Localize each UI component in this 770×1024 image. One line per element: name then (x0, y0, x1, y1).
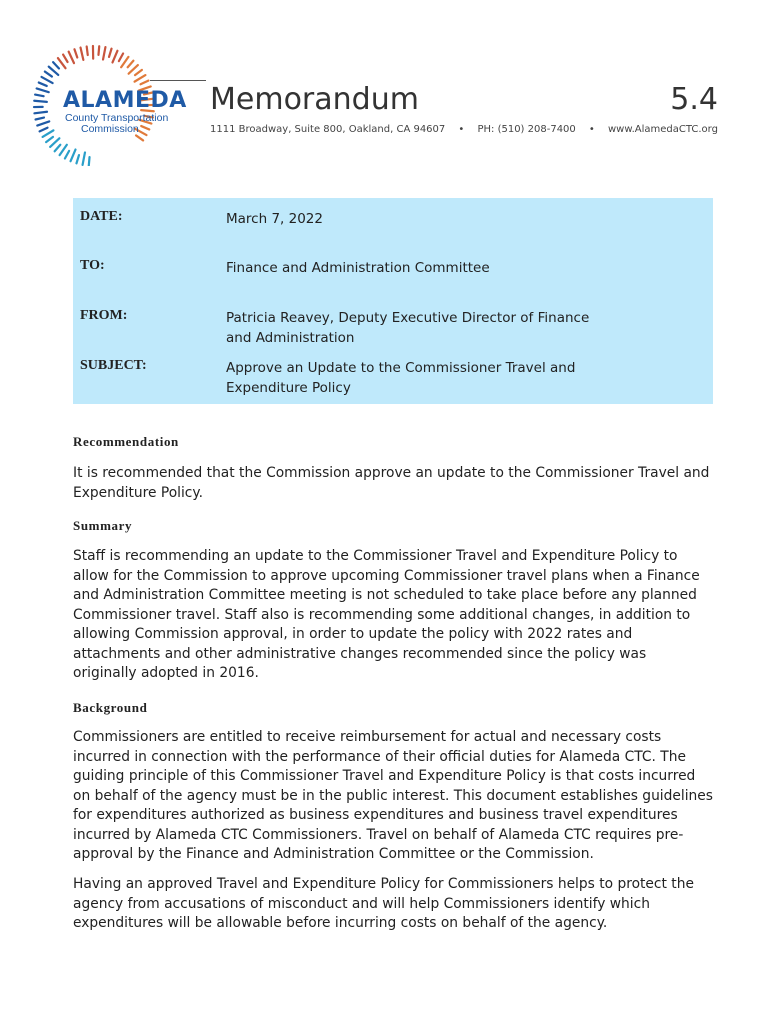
logo-ray (89, 157, 90, 166)
logo-ray (60, 145, 67, 155)
logo-ray (136, 135, 143, 140)
separator-dot: • (588, 124, 595, 135)
logo-subtitle-line1: County Transportation (65, 112, 169, 124)
memo-header-box (73, 198, 713, 404)
logo-ray (69, 52, 74, 63)
recommendation-heading: Recommendation (73, 434, 179, 449)
logo-ray (43, 130, 54, 137)
logo-ray (83, 152, 85, 164)
logo-ray (50, 138, 59, 147)
logo-ray (36, 118, 44, 120)
logo-subtitle-line2: Commission (81, 123, 139, 135)
memo-title: Memorandum (210, 82, 419, 117)
logo-ray (40, 128, 48, 132)
logo-name: ALAMEDA (63, 88, 187, 113)
logo-ray (65, 151, 69, 159)
logo-ray (141, 81, 149, 85)
from-label: FROM: (80, 308, 128, 323)
summary-section (73, 518, 713, 534)
logo-ray (46, 137, 53, 142)
summary-text: Staff is recommending an update to the Commissioner Travel and Expenditure Policy to allow for the Commission to approve upcoming Commissioner travel plans when a Finance and Administration Committee meeting is not scheduled to take place before any planned Commissioner travel. Staff also is recommending some additional changes, in addition to allowing Commission approval, in order to update the policy with 2022 rates and attachments and other administrative changes recommended since the policy was originally adopted in 2016. (73, 548, 700, 681)
logo-ray (109, 49, 112, 57)
website: www.AlamedaCTC.org (607, 124, 718, 135)
background-heading: Background (73, 700, 148, 715)
logo-ray (112, 51, 117, 63)
date-value: March 7, 2022 (226, 211, 323, 227)
logo-ray (34, 101, 47, 102)
logo-ray (121, 57, 128, 67)
logo-ray (71, 150, 76, 162)
recommendation-section (73, 434, 713, 450)
logo-ray (37, 121, 49, 125)
contact-line (210, 124, 718, 135)
logo-ray (49, 67, 59, 75)
background-text-1: Commissioners are entitled to receive reimbursement for actual and necessary costs incurred in connection with the performance of their official duties for Alameda CTC. The guiding principle of this Commissioner Travel and Expenditure Policy is that costs incurred on behalf of the agency must be in the public interest. This document establishes guidelines for expenditures authorized as business expenditures and business travel expenditures incurred by Alameda CTC Commissioners. Travel on behalf of Alameda CTC requires pre-approval by the Finance and Administration Committee or the Commission. (73, 729, 713, 862)
phone: PH: (510) 208-7400 (477, 124, 576, 135)
logo-ray (53, 62, 59, 68)
from-value: Patricia Reavey, Deputy Executive Director of Finance and Administration (226, 310, 590, 346)
to-label: TO: (80, 258, 105, 273)
logo-ray (98, 46, 99, 55)
agenda-item-number: 5.4 (670, 82, 718, 117)
logo-ray (87, 46, 88, 55)
logo-ray (58, 58, 66, 68)
subject-label: SUBJECT: (80, 358, 147, 373)
logo-ray (42, 77, 53, 83)
logo-ray (129, 65, 138, 74)
logo-ray (74, 49, 77, 57)
logo-ray (119, 54, 123, 62)
summary-heading: Summary (73, 518, 133, 533)
logo-ray (128, 61, 134, 68)
logo-ray (35, 95, 44, 97)
logo-ray (45, 72, 52, 77)
alameda-ctc-logo (30, 44, 187, 166)
date-label: DATE: (80, 209, 123, 224)
background-text-2: Having an approved Travel and Expenditure Policy for Commissioners helps to protect the agency from accusations of misconduct and will help Commissioners identify which expenditures will be allowable before incurring costs on behalf of the agency. (73, 876, 694, 931)
logo-ray (34, 112, 47, 114)
logo-divider (150, 80, 206, 81)
address: 1111 Broadway, Suite 800, Oakland, CA 94607 (210, 124, 446, 135)
logo-ray (135, 75, 146, 82)
logo-ray (76, 155, 79, 163)
logo-ray (81, 48, 84, 60)
to-value: Finance and Administration Committee (226, 260, 490, 276)
separator-dot: • (458, 124, 465, 135)
subject-value: Approve an Update to the Commissioner Travel and Expenditure Policy (226, 360, 576, 396)
logo-ray (55, 145, 61, 152)
logo-subtitle (65, 113, 185, 135)
background-section (73, 700, 713, 716)
logo-ray (63, 55, 67, 62)
logo-ray (39, 83, 47, 86)
logo-ray (135, 70, 142, 75)
logo-ray (103, 47, 105, 59)
logo-ray (37, 88, 49, 92)
recommendation-text: It is recommended that the Commission approve an update to the Commissioner Travel and Expenditure Policy. (73, 465, 710, 501)
